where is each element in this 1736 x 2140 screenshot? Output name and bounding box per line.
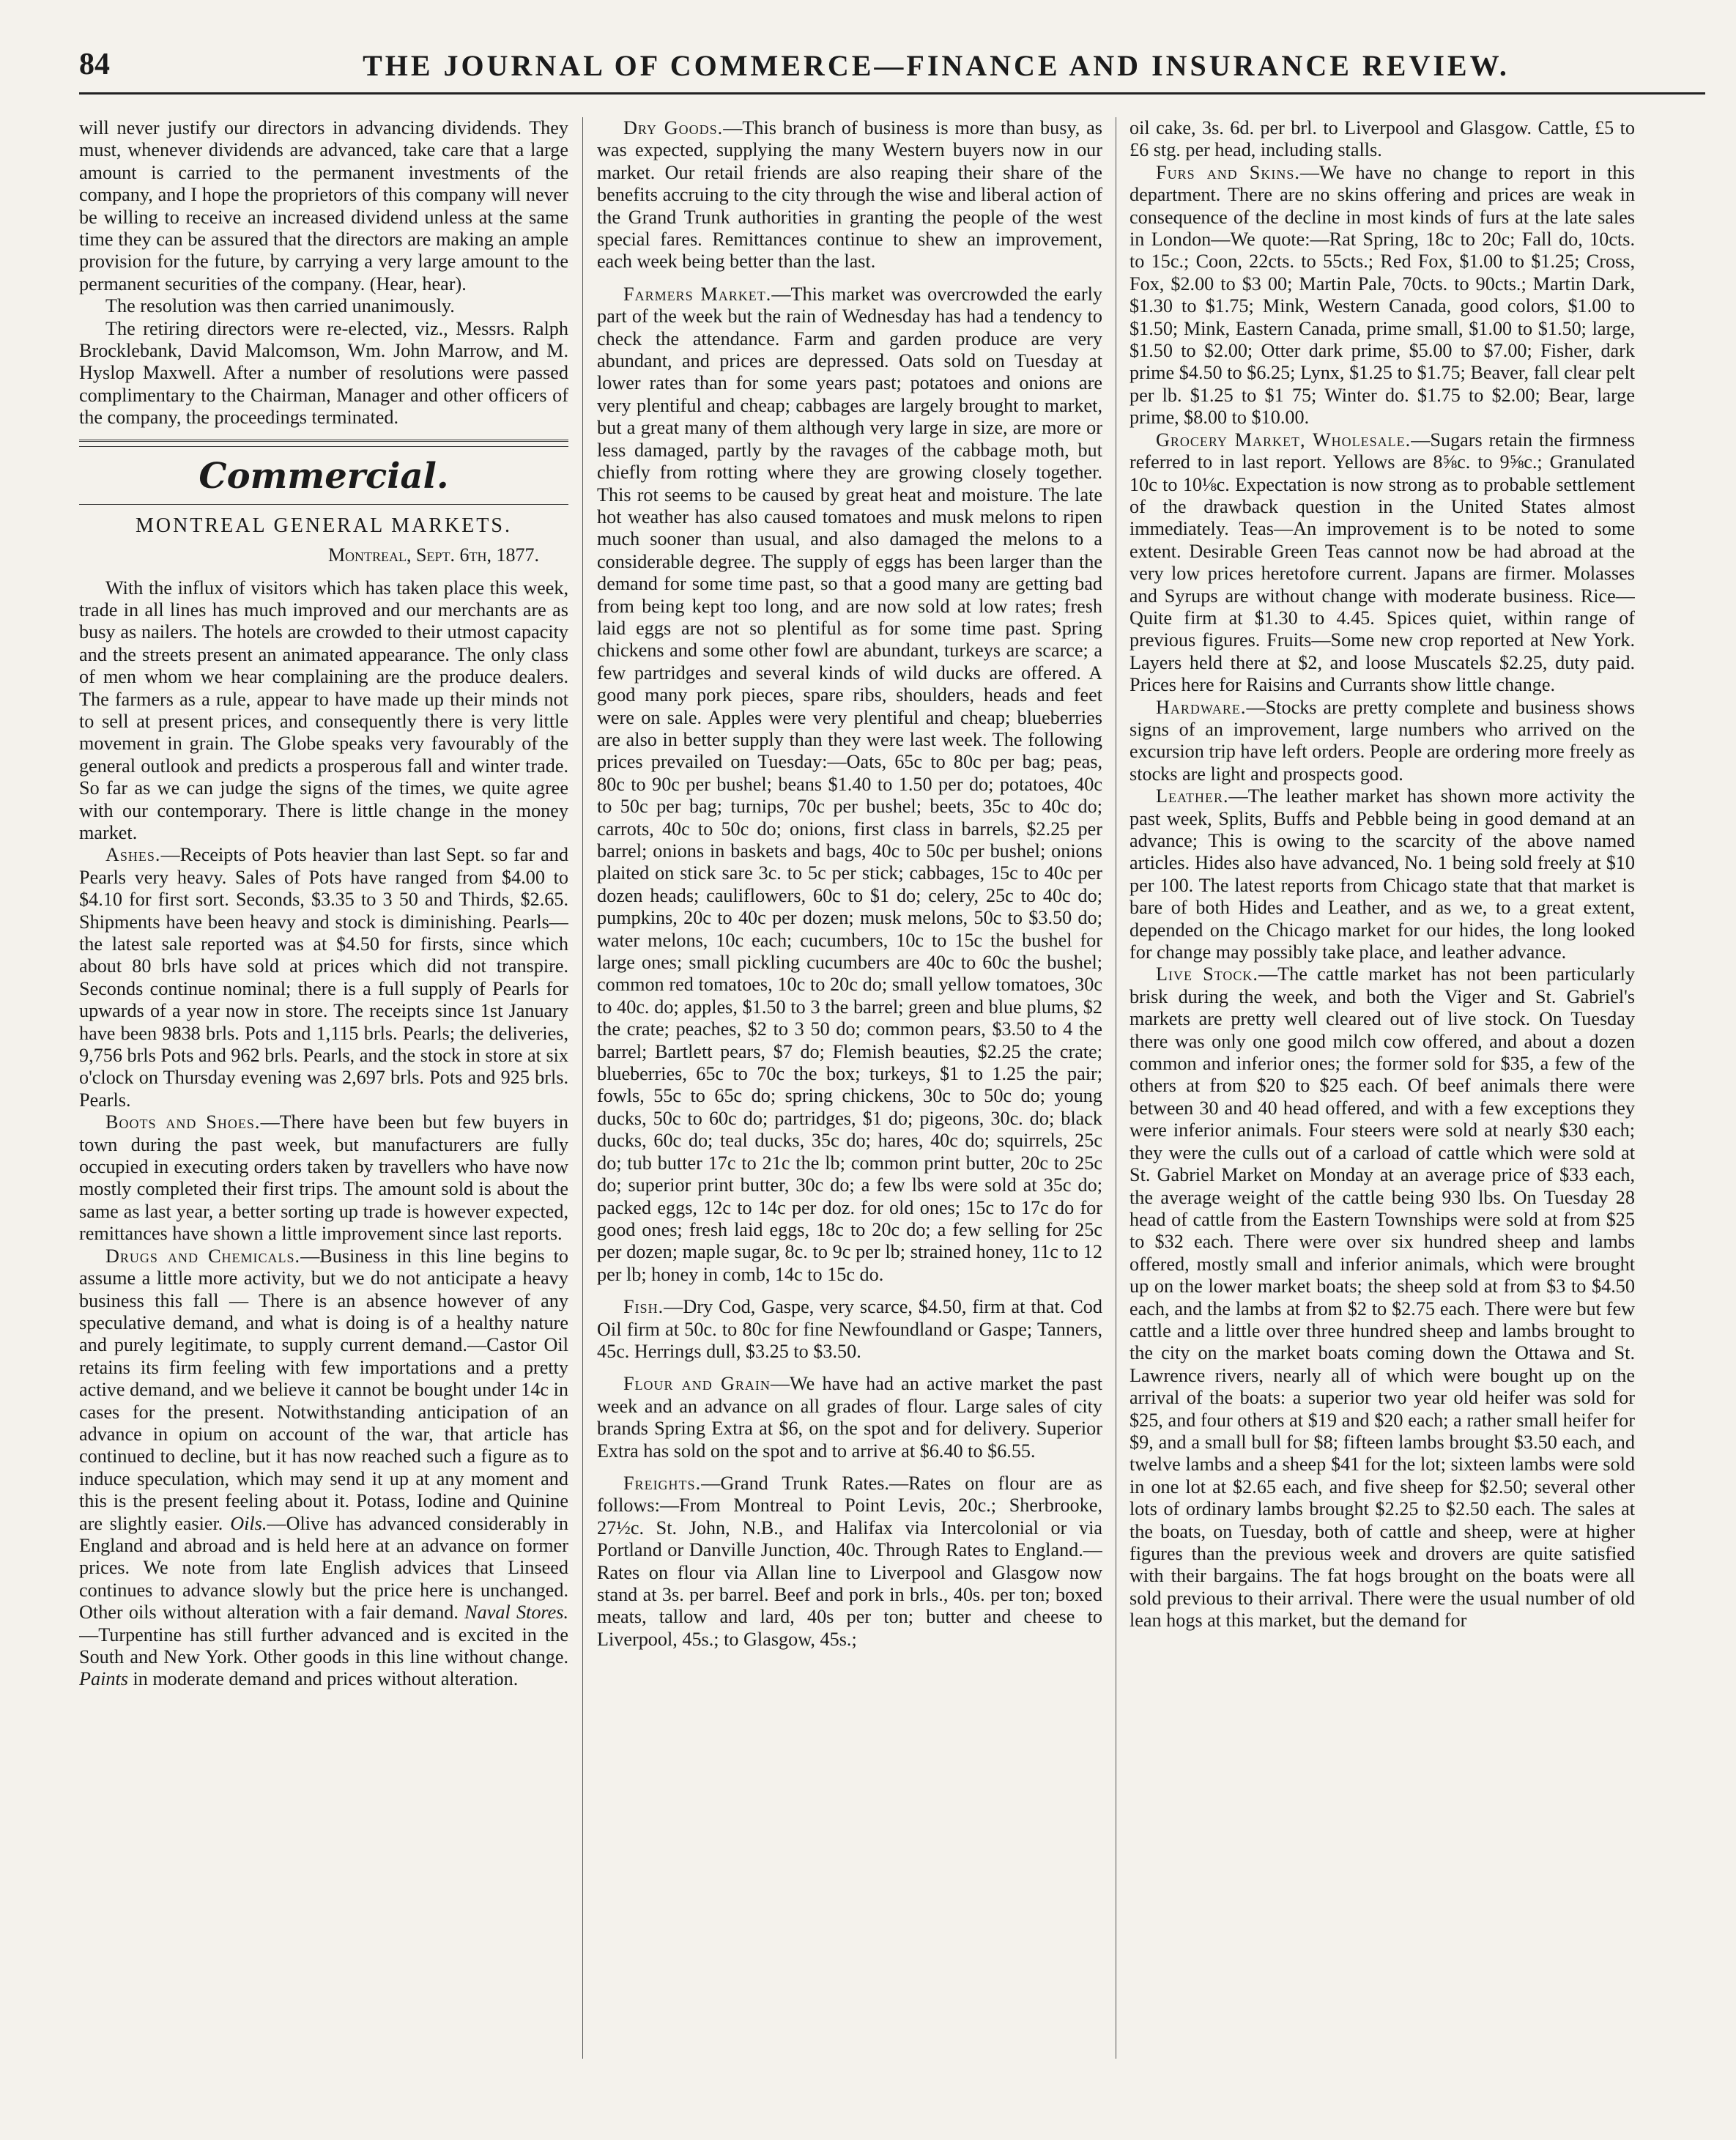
market-report-grocery xyxy=(1129,429,1635,697)
report-label: Naval Stores. xyxy=(464,1602,568,1623)
report-text: —This branch of business is more than busy, as was expected, supplying the many Western buyers now in our market. Our retail friends are also reaping their share of the benefits accruing to the city through the wise and liberal action of the Grand Trunk authorities in granting the people of the west special fares. Remittances continue to shew an improvement, each week being better than the last. xyxy=(597,117,1102,273)
article-paragraph: will never justify our directors in advancing dividends. They must, whenever dividends are advanced, take care that a large amount is carried to the permanent investments of the company, and I hope the proprietors of this company will never be willing to receive an increased dividend unless at the same time they can be assured that the directors are making an ample provision for the future, by carrying a very large amount to the permanent securities of the company. (Hear, hear). xyxy=(79,117,568,295)
market-report-ashes xyxy=(79,844,568,1111)
report-text: —The cattle market has not been particularly brisk during the week, and both the Viger and St. Gabriel's markets are pretty well cleared out of live stock. On Tuesday there was only one good milch cow offered, and about a dozen common and inferior ones; the former sold for $35, a few of the others at from $20 to $25 each. Of beef animals there were between 30 and 40 head offered, and with a few exceptions they were inferior animals. Four steers were sold at nearly $30 each; they were the culls out of a carload of cattle which were sold at St. Gabriel Market on Monday at an average price of $33 each, the average weight of the cattle being 930 lbs. On Tuesday 28 head of cattle from the Eastern Townships were sold at from $25 to $32 each. There were over six hundred sheep and lambs offered, mostly small and inferior animals, which were brought up on the lower market boats; the sheep sold at from $3 to $4.50 each, and the lambs at from $2 to $2.75 each. There were but few cattle and a little over three hundred sheep and lambs brought to the city on the market boats coming down the Ottawa and St. Lawrence rivers, nearly all of which were bought up on the arrival of the boats: a superior two year old heifer was sold for $25, and four others at $19 and $20 each; a rather small heifer for $9, and a small bull for $8; fifteen lambs brought $3.50 each, and twelve lambs and a sheep $41 for the lot; sixteen lambs were sold in one lot at $2.65 each, and five sheep for $2.50; several other lots of ordinary lambs brought $2.25 to $2.50 each. The sales at the boats, on Tuesday, both of cattle and sheep, were at higher figures than the previous week and drovers are quite satisfied with their bargains. The fat hogs brought on the boats were all sold previous to their arrival. There were the usual number of old lean hogs at this market, but the demand for xyxy=(1129,963,1635,1632)
report-label: Fish. xyxy=(623,1296,664,1318)
report-label: Grocery Market, Wholesale. xyxy=(1156,429,1412,451)
report-label: Oils. xyxy=(230,1512,267,1534)
report-label: Ashes. xyxy=(105,844,161,866)
report-text: —Receipts of Pots heavier than last Sept. so far and Pearls very heavy. Sales of Pots have ranged from $4.00 to $4.10 for first sort. Seconds, $3.35 to 3 50 and Thirds, $2.65. Shipments have been heavy and stock is diminishing. Pearls—the latest sale reported was at $4.50 for firsts, since which about 80 brls have sold at prices which did not transpire. Seconds continue nominal; there is a full supply of Pearls for upwards of a year now in store. The receipts since 1st January have been 9838 brls. Pots and 1,115 brls. Pearls; the deliveries, 9,756 brls Pots and 962 brls. Pearls, and the stock in store at six o'clock on Thursday evening was 2,697 brls. Pots and 925 brls. Pearls. xyxy=(79,844,568,1111)
report-label: Flour and Grain xyxy=(623,1373,771,1395)
dateline: Montreal, Sept. 6th, 1877. xyxy=(327,544,539,566)
market-report-fish xyxy=(597,1296,1102,1363)
report-label: Leather. xyxy=(1156,785,1229,807)
market-report-boots xyxy=(79,1111,568,1245)
market-report-dry-goods xyxy=(597,117,1102,273)
page-header xyxy=(79,41,1705,95)
journal-title: THE JOURNAL OF COMMERCE—FINANCE AND INSURANCE REVIEW. xyxy=(363,49,1510,82)
report-text: —Dry Cod, Gaspe, very scarce, $4.50, firm at that. Cod Oil firm at 50c. to 80c for fine Newfoundland or Gaspe; Tanners, 45c. Herrings dull, $3.25 to $3.50. xyxy=(597,1296,1102,1362)
column-2 xyxy=(597,117,1102,2081)
market-report-flour xyxy=(597,1373,1102,1462)
report-text: —Olive has advanced considerably in England and abroad and is held here at an advance on former prices. We note from late English advices that Linseed continues to advance slowly but the price here is unchanged. Other oils without alteration with a fair demand. xyxy=(79,1512,568,1623)
report-text: —We have no change to report in this department. There are no skins offering and prices are weak in consequence of the decline in most kinds of furs at the late sales in London—We quote:—Rat Spring, 18c to 20c; Fall do, 10cts. to 15c.; Coon, 22cts. to 55cts.; Red Fox, $1.00 to $1.25; Cross, Fox, $2.00 to $3 00; Martin Pale, 70cts. to 90cts.; Martin Dark, $1.30 to $1.75; Mink, Western Canada, good colors, $1.00 to $1.50; Mink, Eastern Canada, prime small, $1.00 to $1.50; large, $1.50 to $2.00; Otter dark prime, $5.00 to $7.00; Fisher, dark prime $4.50 to $6.25; Lynx, $1.25 to $1.75; Beaver, fall clear pelt per lb. $1.25 to $1 75; Winter do. $1.75 to $2.00; Bear, large prime, $8.00 to $10.00. xyxy=(1129,161,1635,429)
report-text: —The leather market has shown more activity the past week, Splits, Buffs and Pebble being in good demand at an advance; This is owing to the scarcity of the above named articles. Hides also have advanced, No. 1 being sold freely at $10 per 100. The latest reports from Chicago state that that market is bare of both Hides and Leather, and as we, to a great extent, depended on the Chicago market for our hides, the long looked for change may possibly take place, and leather advance. xyxy=(1129,785,1635,963)
report-text: —There have been but few buyers in town during the past week, but manufacturers are fully occupied in executing orders taken by travellers who have now mostly completed their first trips. The amount sold is about the same as last year, a better sorting up trade is however expected, remittances have shown a little improvement since last reports. xyxy=(79,1111,568,1245)
market-report-furs xyxy=(1129,162,1635,429)
report-label: Live Stock. xyxy=(1156,963,1258,985)
report-label: Paints xyxy=(79,1668,128,1690)
market-report-farmers xyxy=(597,284,1102,1286)
market-intro: With the influx of visitors which has taken place this week, trade in all lines has much improved and our merchants are as busy as nailers. The hotels are crowded to their utmost capacity and the streets present an animated appearance. The only class of men whom we hear complaining are the produce dealers. The farmers as a rule, appear to have made up their minds not to sell at present prices, and consequently there is very little movement in grain. The Globe speaks very favourably of the general outlook and predicts a prosperous fall and winter trade. So far as we can judge the signs of the times, we quite agree with our contemporary. There is little change in the money market. xyxy=(79,577,568,843)
report-label: Hardware. xyxy=(1156,696,1247,718)
markets-heading: MONTREAL GENERAL MARKETS. xyxy=(136,514,512,537)
column-divider xyxy=(582,117,583,2059)
freights-continued: oil cake, 3s. 6d. per brl. to Liverpool and Glasgow. Cattle, £5 to £6 stg. per head, including stalls. xyxy=(1129,117,1635,161)
report-text: —We have had an active market the past week and an advance on all grades of flour. Large sales of city brands Spring Extra at $6, on the spot and for delivery. Superior Extra has sold on the spot and to arrive at $6.40 to $6.55. xyxy=(597,1373,1102,1462)
article-paragraph: The resolution was then carried unanimously. xyxy=(105,295,455,317)
report-text: —Grand Trunk Rates.—Rates on flour are as follows:—From Montreal to Point Levis, 20c.; Sherbrooke, 27½c. St. John, N.B., and Halifax via Intercolonial or via Portland or Danville Junction, 40c. Through Rates to England.—Rates on flour via Allan line to Liverpool and Glasgow now stand at 3s. per barrel. Beef and pork in brls., 40s. per ton; boxed meats, tallow and lard, 40s per ton; butter and cheese to Liverpool, 45s.; to Glasgow, 45s.; xyxy=(597,1472,1102,1650)
report-label: Freights. xyxy=(623,1472,702,1494)
column-1 xyxy=(79,117,568,2081)
commercial-heading: Commercial. xyxy=(199,455,449,497)
report-text: in moderate demand and prices without alteration. xyxy=(127,1668,519,1690)
report-label: Dry Goods. xyxy=(623,117,724,138)
report-text: —Business in this line begins to assume a little more activity, but we do not anticipate a heavy business this fall — There is an absence however of any speculative demand, and what is doing is of a healthy nature and purely legitimate, to supply current demand.—Castor Oil retains its firm feeling with few importations and a pretty active demand, and we believe it cannot be bought under 14c in cases for the present. Notwithstanding anticipation of an advance in opium on account of the war, that article has continued to decline, but it has now reached such a figure as to induce speculation, which may send it up at any moment and this is the present feeling about it. Potass, Iodine and Quinine are slightly easier. xyxy=(79,1245,568,1534)
report-label: Boots and Shoes. xyxy=(105,1111,261,1133)
page-number: 84 xyxy=(79,48,110,81)
report-label: Furs and Skins. xyxy=(1156,161,1300,183)
section-divider xyxy=(79,504,568,505)
article-paragraph: The retiring directors were re-elected, viz., Messrs. Ralph Brocklebank, David Malcomson, Wm. John Marrow, and M. Hyslop Maxwell. After a number of resolutions were passed complimentary to the Chairman, Manager and other officers of the company, the proceedings terminated. xyxy=(79,317,568,429)
market-report-hardware xyxy=(1129,697,1635,786)
report-text: —Stocks are pretty complete and business shows signs of an improvement, large numbers who arrived on the excursion trip have left orders. People are ordering more freely as stocks are light and prospects good. xyxy=(1129,696,1635,785)
report-text: —Sugars retain the firmness referred to in last report. Yellows are 8⅝c. to 9⅝c.; Granulated 10c to 10⅛c. Expectation is now strong as to probable settlement of the drawback question in the United States almost immediately. Teas—An improvement is to be noted to some extent. Desirable Green Teas cannot now be had abroad at the very low prices heretofore current. Japans are firmer. Molasses and Syrups are without change with moderate business. Rice—Quite firm at $1.30 to 4.45. Spices quiet, within range of previous figures. Fruits—Some new crop reported at New York. Layers held there at $2, and loose Muscatels $2.25, duty paid. Prices here for Raisins and Currants show little change. xyxy=(1129,429,1635,696)
market-report-drugs xyxy=(79,1245,568,1691)
report-text: —This market was overcrowded the early part of the week but the rain of Wednesday has had a tendency to check the attendance. Farm and garden produce are very abundant, and prices are depressed. Oats sold on Tuesday at lower rates than for some years past; potatoes and onions are very plentiful and cheap; cabbages are largely brought to market, but a great many of them although very large in size, are more or less damaged, partly by the ravages of the cabbage moth, but chiefly from rotting where they are growing closely together. This rot seems to be caused by great heat and moisture. The late hot weather has also caused tomatoes and musk melons to ripen much sooner than usual, and also damaged the melons to a considerable degree. The supply of eggs has been larger than the demand for some time past, so that a good many are getting bad from being kept too long, and are now sold at low rates; fresh laid eggs are not so plentiful as for some time past. Spring chickens and some other fowl are abundant, turkeys are scarce; a few partridges and several kinds of wild ducks are offered. A good many pork pieces, spare ribs, shoulders, heads and feet were on sale. Apples were very plentiful and cheap; blueberries are also in better supply than they were last week. The following prices prevailed on Tuesday:—Oats, 65c to 80c per bag; peas, 80c to 90c per bushel; beans $1.40 to 1.50 per do; potatoes, 40c to 50c per bag; turnips, 70c per bushel; beets, 35c to 40c do; carrots, 40c to 50c do; onions, first class in barrels, $2.25 per barrel; onions in baskets and bags, 40c to 50c per bushel; onions plaited on stick sare 3c. to 5c per stick; cabbages, 15c to 40c per dozen heads; cauliflowers, 60c to $1 do; celery, 25c to 40c do; pumpkins, 20c to 40c per dozen; musk melons, 50c to $3.50 do; water melons, 10c each; cucumbers, 10c to 15c the bushel for large ones; small pickling cucumbers are 40c to 60c the bushel; common red tomatoes, 10c to 20c do; small yellow tomatoes, 30c to 40c. do; apples, $1.50 to 3 the barrel; green and blue plums, $2 the crate; peaches, $2 to 3 50 do; common pears, $3.50 to 4 the barrel; Bartlett pears, $7 do; Flemish beauties, $2.25 the crate; blueberries, 65c to 70c the box; turkeys, $1 to 1.25 the pair; fowls, 55c to 65c do; spring chickens, 30c to 50c do; young ducks, 50c to 60c do; partridges, $1 do; pigeons, 30c. do; black ducks, 60c do; teal ducks, 35c do; hares, 40c do; squirrels, 25c do; tub butter 17c to 21c the lb; common print butter, 20c to 25c do; superior print butter, 30c do; a few lbs were sold at 35c do; packed eggs, 12c to 14c per doz. for old ones; 15c to 17c do for good ones; fresh laid eggs, 18c to 20c do; a few selling for 25c per dozen; maple sugar, 8c. to 9c per lb; strained honey, 11c to 12 per lb; honey in comb, 14c to 15c do. xyxy=(597,283,1102,1285)
report-label: Drugs and Chemicals. xyxy=(105,1245,301,1267)
section-divider xyxy=(79,440,568,447)
market-report-leather xyxy=(1129,785,1635,963)
report-text: —Turpentine has still further advanced and is excited in the South and New York. Other goods in this line without change. xyxy=(79,1623,568,1667)
column-3 xyxy=(1129,117,1635,2081)
report-label: Farmers Market. xyxy=(623,283,772,305)
market-report-freights xyxy=(597,1473,1102,1651)
market-report-livestock xyxy=(1129,963,1635,1632)
